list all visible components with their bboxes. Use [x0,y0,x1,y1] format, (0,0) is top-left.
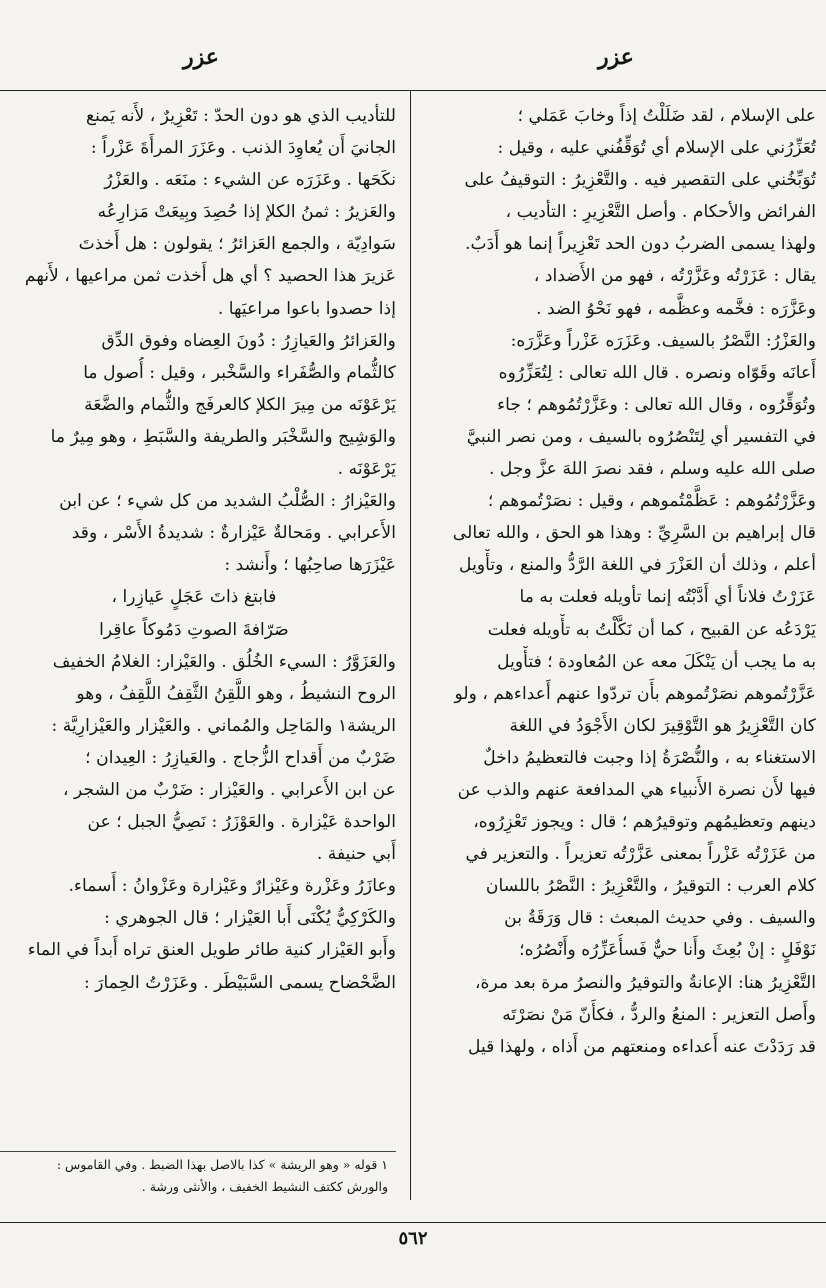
text-line: والوَشِيج والسَّخْبَر والطريفة والسَّبَطِ ، وهو مِيرٌ ما [50,426,396,447]
text-line: في التفسير أي لِتَنْصُرُوه بالسيف ، ومن نصر النبيَّ [466,426,816,447]
text-line: عَزيرَ هذا الحصيد ؟ أي هل أَخذت ثمن مراعيها ، لأَنهم [24,266,396,287]
text-line: قال إبراهيم بن السَّرِيِّ : وهذا هو الحق ، والله تعالى [452,523,816,544]
text-line: التَّعْزِيرُ هنا: الإعانةُ والتوقيرُ والنصرُ مرة بعد مرة، [474,972,816,993]
text-line: أَعانَه وقَوّاه ونصره . قال الله تعالى : لِتُعَزِّرُوه [498,362,816,383]
text-line: وعَزَّرَه : فخَّمه وعظَّمه ، فهو نَحْوُ الضد . [536,298,816,319]
text-line: عَيْزَرَها صاحِبُها ؛ وأَنشد : [224,555,396,576]
text-line: على الإسلام ، لقد ضَلَلْتُ إذاً وخابَ عَمَلي ؛ [517,106,816,126]
text-line: الاستغناء به ، والنُّصْرَةُ إذا وجبت فالتعظيمُ داخلٌ [483,747,816,768]
text-line: وتُوَقِّرُوه ، وقال الله تعالى : وعَزَّرْتُمُوهم ؛ جاء [497,394,816,415]
text-line: ولهذا يسمى الضربُ دون الحد تَعْزِيراً إنما هو أَدَبٌ. [465,234,816,255]
text-line: وعازَرُ وعَزْرة وعَيْزارٌ وعَيْزارة وعَزْوانُ : أَسماء. [68,876,396,897]
text-line: والكَرْكِيُّ يُكْنَى أَبا العَيْزار ؛ قال الجوهري : [104,908,396,929]
text-line: تُعَزِّرُني على الإسلام أي تُوَقِّفُني عليه ، وقيل : [497,138,816,159]
text-line: الضَّحْضاح يسمى السَّبَيْطَر . وعَزَرْتُ الحِمارَ : [83,972,396,993]
text-line: أَبي حنيفة . [316,844,396,865]
text-line: الواحدة عَيْزارة . والعَوْزَرُ : نَصِيُّ الجبل ؛ عن [87,812,396,833]
footer-rule [0,1222,826,1223]
text-line: نَوْفَلٍ : إنْ بُعِثَ وأَنا حيٌّ فَسأُعَزِّرُه وأَنْصُرُه؛ [519,940,816,961]
text-line: وأَصل التعزير : المنعُ والردُّ ، فكأَنّ مَنْ نصَرْتَه [502,1004,816,1025]
footnote-line: والورش ككتف النشيط الخفيف ، والأنثى ورشة . [141,1179,388,1194]
text-line: والعَزْرُ: النَّصْرُ بالسيف. وعَزَرَه عَزْراً وعَزَّرَه: [510,330,816,351]
running-head-right: عزر [598,44,634,70]
text-line: كالثُّمام والصُّفَراء والسَّخْبر ، وقيل : أُصول ما [83,362,396,383]
text-line: كان التَّعْزِيرُ هو التَّوْقِيرَ لكان الأَجْوَدُ في اللغة [509,715,816,736]
text-line: عن ابن الأَعرابي . والعَيْزار : ضَرْبٌ من الشجر ، [63,779,396,800]
text-line: صلى الله عليه وسلم ، فقد نصرَ اللهَ عزَّ وجل . [488,459,816,480]
text-line: من عَزَرْتُه عَزْراً بمعنى عَزَّرْتُه تعزيراً . والتعزير في [465,844,816,865]
text-line: للتأديب الذي هو دون الحدّ : تَعْزِيرٌ ، لأَنه يَمنع [86,106,396,126]
text-line: دينهم وتعظيمُهم وتوقيرُهم ؛ قال : ويجوز تَعْزِرُوه، [473,812,816,833]
text-line: والعَيْزارُ : الصُّلْبُ الشديد من كل شيء ؛ عن ابن [59,491,396,512]
running-head-left: عزر [183,44,219,70]
text-line: وأَبو العَيْزار كنية طائر طويل العنق تراه أَبداً في الماء [27,940,396,961]
text-line: قد رَدَدْتَ عنه أَعداءه ومنعتهم من أَذاه ، ولهذا قيل [467,1036,816,1057]
text-line: الأَعرابي . ومَحالةٌ عَيْزارةٌ : شديدةُ الأَسْر ، وقد [71,523,396,544]
left-column [0,100,396,999]
footnote-rule [0,1151,396,1152]
text-line: سَوادِيّة ، والجمع العَزائرُ ؛ يقولون : هل أَخذتَ [78,234,396,255]
text-line: والسيف . وفي حديث المبعث : قال وَرَقَةُ بن [504,908,816,929]
text-line: الريشة١ والمَاحِل والمُماني . والعَيْزار والعَيْزارِيَّة : [51,715,396,736]
text-line: يقال : عَزَرْتُه وعَزَّرْتُه ، فهو من الأَضداد ، [533,266,816,287]
text-line: نكَحَها . وعَزَرَه عن الشيء : منَعَه . والعَزْرُ [104,170,396,191]
text-line: والعَزائرُ والعَيازِرُ : دُونَ العِضاه وفوق الدِّق [101,330,396,351]
text-line: والعَزَوَّرُ : السيء الخُلُق . والعَيْزار: الغلامُ الخفيف [52,651,396,672]
footnote-line: ١ قوله « وهو الريشة » كذا بالاصل بهذا الضبط . وفي القاموس : [56,1157,388,1172]
text-line: تُوَبِّخُني على التقصير فيه . والتَّعْزِيرُ : التوقيفُ على [464,170,816,191]
text-line: الفرائض والأحكام . وأصل التَّعْزِيرِ : التأديب ، [505,202,816,223]
text-line: يَرْعَوْنَه من مِيرَ الكلإ كالعرفَج والثُّمام والضَّعَة [84,394,396,415]
text-line: الروح النشيطُ ، وهو اللَّقِنُ الثَّقِفُ اللَّقِفُ ، وهو [76,683,396,704]
text-line: الجانيَ أَن يُعاوِدَ الذنب . وعَزَرَ المرأَةَ عَزْراً : [90,138,396,159]
page-number: ٥٦٢ [398,1228,428,1249]
text-line: ضَرْبٌ من أَقداح الزُّجاج . والعَيازِرُ : العِيدان ؛ [85,747,396,768]
text-line: عَزَرْتُ فلاناً أي أَدَّبْتُه إنما تأويله فعلت به ما [519,587,816,608]
text-line: يَرْعَوْنَه . [337,459,396,480]
text-line: كلام العرب : التوقيرُ ، والتَّعْزِيرُ : النَّصْرُ باللسان [485,876,816,897]
text-line: يَرْدَعُه عن القبيح ، كما أن نَكَّلْتُ به تأْويله فعلت [487,619,816,640]
text-line: أعلم ، وذلك أن العَزْرَ في اللغة الرَّدُّ والمنع ، وتأْويل [459,555,816,576]
text-line: به ما يجب أن يَنْكَلَ معه عن المُعاودة ؛ فتأْويل [497,651,816,672]
verse-line: فابتغ ذاتَ عَجَلٍ عَيازِرا ، [111,587,277,608]
right-column [416,100,816,1063]
header-rule [0,90,826,91]
text-line: إذا حصدوا باعوا مراعيَها . [217,298,396,319]
text-line: عَزَّرْتُموهم نصَرْتُموهم بأَن تردّوا عنهم أَعداءهم ، ولو [454,683,816,704]
footnote [0,1154,388,1198]
text-line: فيها لأَن نصرة الأَنبياء هي المدافعة عنهم والذب عن [457,779,816,800]
text-line: والعَزيرُ : ثمنُ الكلإ إذا حُصِدَ وبِيعَتْ مَزارِعُه [97,202,396,223]
column-divider [410,90,411,1200]
text-line: وعَزَّرْتُمُوهم : عَظَّمْتُموهم ، وقيل : نصَرْتُموهم ؛ [487,491,816,512]
verse-line: صَرّافةَ الصوتِ دَمُوكاً عاقِرا [99,619,289,640]
